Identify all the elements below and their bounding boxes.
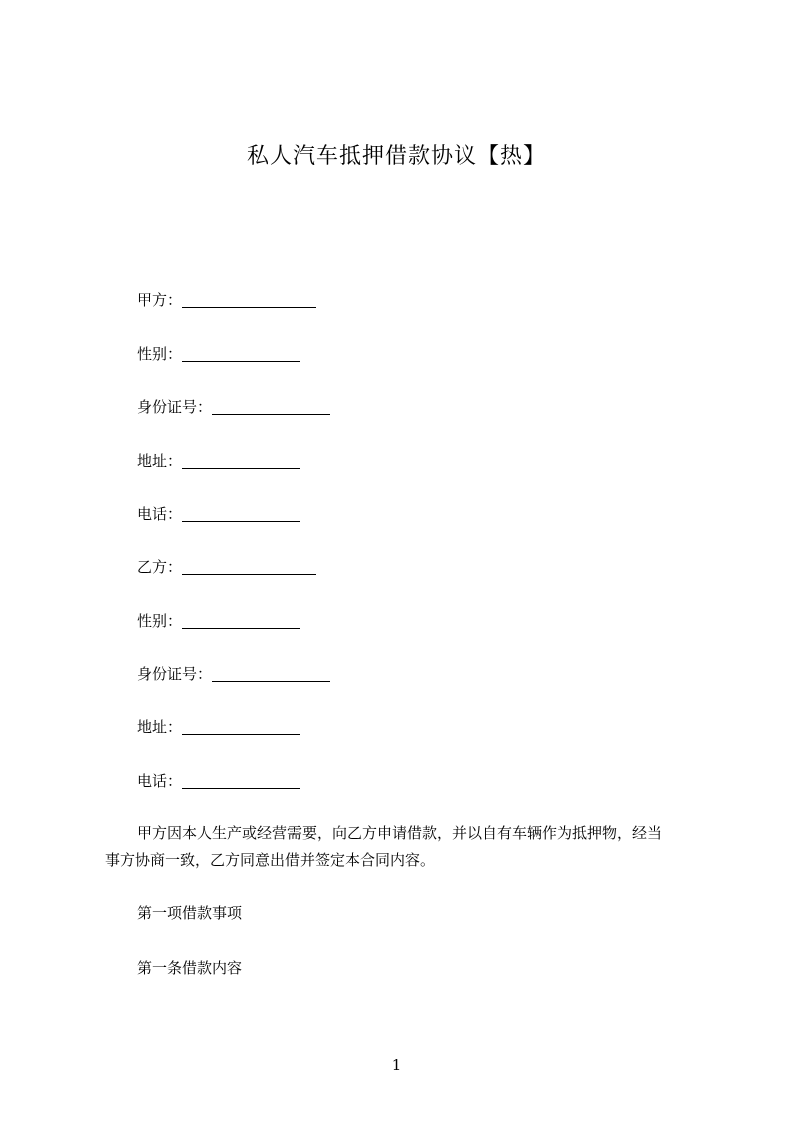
party-a-address-field: [137, 450, 300, 472]
party-b-id-field: [137, 663, 330, 685]
party-a-phone-label: 电话：: [137, 505, 183, 523]
party-a-blank[interactable]: [182, 290, 316, 308]
party-b-address-field: [137, 716, 300, 738]
party-b-phone-label: 电话：: [137, 772, 183, 790]
party-a-address-label: 地址：: [137, 452, 183, 470]
party-a-gender-field: [137, 343, 300, 365]
party-b-field: [137, 556, 316, 578]
party-a-id-blank[interactable]: [212, 397, 330, 415]
party-b-gender-field: [137, 610, 300, 632]
intro-paragraph: [105, 820, 705, 874]
party-a-id-label: 身份证号：: [137, 398, 213, 416]
party-b-gender-label: 性别：: [137, 612, 183, 630]
article-heading: 第一条借款内容: [137, 959, 243, 977]
party-a-gender-blank[interactable]: [182, 344, 300, 362]
party-b-id-label: 身份证号：: [137, 665, 213, 683]
party-a-id-field: [137, 396, 330, 418]
party-b-address-label: 地址：: [137, 718, 183, 736]
party-a-label: 甲方：: [137, 291, 183, 309]
party-a-phone-field: [137, 503, 300, 525]
party-a-phone-blank[interactable]: [182, 504, 300, 522]
page-number: 1: [391, 1056, 402, 1074]
document-title: 私人汽车抵押借款协议【热】: [246, 144, 546, 169]
intro-line-2: 事方协商一致，乙方同意出借并签定本合同内容。: [105, 851, 436, 869]
party-a-address-blank[interactable]: [182, 451, 300, 469]
intro-line-1: 甲方因本人生产或经营需要，向乙方申请借款，并以自有车辆作为抵押物，经当: [137, 824, 663, 842]
section-heading: 第一项借款事项: [137, 904, 243, 922]
party-b-label: 乙方：: [137, 558, 183, 576]
party-a-field: [137, 289, 316, 311]
party-b-address-blank[interactable]: [182, 717, 300, 735]
party-b-id-blank[interactable]: [212, 664, 330, 682]
party-a-gender-label: 性别：: [137, 345, 183, 363]
party-b-gender-blank[interactable]: [182, 611, 300, 629]
party-b-phone-blank[interactable]: [182, 771, 300, 789]
party-b-blank[interactable]: [182, 557, 316, 575]
party-b-phone-field: [137, 770, 300, 792]
